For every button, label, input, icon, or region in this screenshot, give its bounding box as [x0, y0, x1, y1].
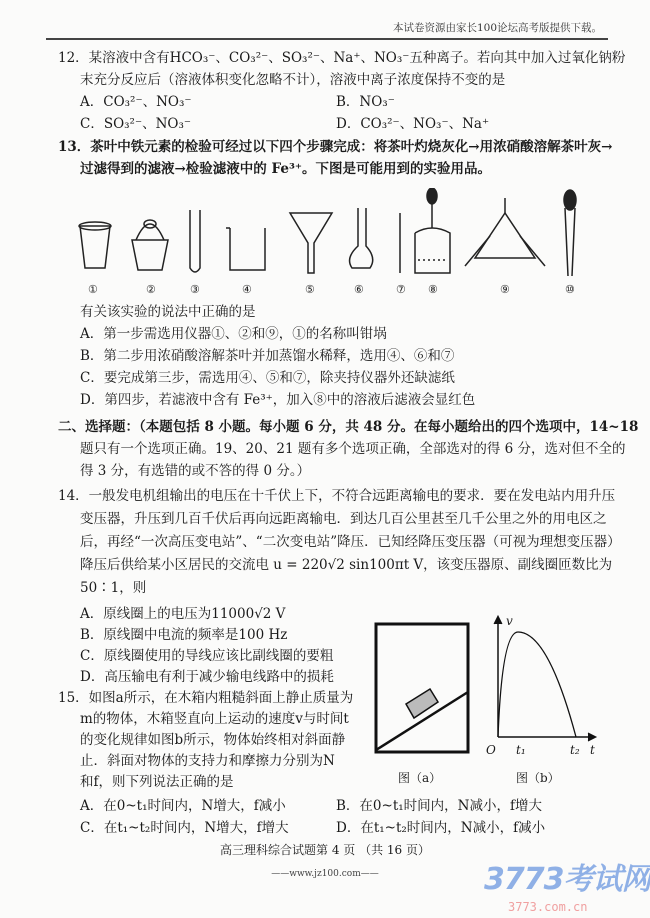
clay-triangle-crucible-icon: [132, 220, 168, 270]
q13-stem: 有关该实验的说法中正确的是: [80, 304, 256, 320]
q12-option-a: A．CO₃²⁻、NO₃⁻: [80, 94, 192, 110]
funnel-icon: [290, 213, 332, 273]
t2-label: t₂: [570, 743, 580, 757]
section2-line2: 题只有一个选项正确。19、20、21 题有多个选项正确，全部选对的得 6 分，选对但不全的: [80, 441, 626, 457]
label-1: ①: [88, 283, 98, 296]
q14-line5: 50∶1，则: [80, 580, 147, 596]
label-3: ③: [190, 283, 200, 296]
beaker-icon: [226, 228, 265, 270]
header-rule: [46, 38, 608, 40]
page-footer: 高三理科综合试题第 4 页 （共 16 页）: [220, 843, 430, 857]
q15-line5: 和f，则下列说法正确的是: [80, 774, 234, 790]
volumetric-flask-icon: [350, 208, 373, 268]
q12-line1: 12．某溶液中含有HCO₃⁻、CO₃²⁻、SO₃²⁻、Na⁺、NO₃⁻五种离子。若向其中加入过氧化钠粉: [58, 50, 626, 66]
header-note: 本试卷资源由家长100论坛高考版提供下载。: [392, 22, 602, 34]
t1-label: t₁: [516, 743, 526, 757]
section2-line3: 得 3 分，有选错的或不答的得 0 分。）: [80, 463, 311, 479]
label-10: ⑩: [565, 283, 575, 296]
q14-option-a: A．原线圈上的电压为11000√2 V: [80, 606, 286, 622]
q13-option-d: D．第四步，若滤液中含有 Fe³⁺，加入⑧中的溶液后滤液会显红色: [80, 392, 476, 408]
label-5: ⑤: [305, 283, 315, 296]
dropper-bottle-icon: [415, 188, 450, 273]
label-9: ⑨: [500, 283, 510, 296]
q12-option-b: B．NO₃⁻: [336, 94, 395, 110]
label-7: ⑦: [396, 283, 406, 296]
clay-triangle-icon: [465, 198, 545, 266]
axis-v-label: v: [506, 614, 513, 628]
watermark-url: 3773.com.cn: [508, 900, 588, 914]
watermark-logo: 3773考试网: [484, 862, 650, 897]
section2-line1: 二、选择题：（本题包括 8 小题。每小题 6 分，共 48 分。在每小题给出的四个选项中，14~18: [58, 419, 639, 435]
q15-option-c: C．在t₁~t₂时间内，N增大，f增大: [80, 820, 289, 836]
q15-line4: 止．斜面对物体的支持力和摩擦力分别为N: [80, 753, 335, 769]
q14-option-c: C．原线圈使用的导线应该比副线圈的要粗: [80, 648, 334, 664]
q14-option-b: B．原线圈中电流的频率是100 Hz: [80, 627, 288, 643]
origin-label: O: [486, 743, 496, 757]
label-6: ⑥: [354, 283, 364, 296]
figure-a-box-incline: [372, 620, 472, 755]
label-8: ⑧: [428, 283, 438, 296]
crucible-icon: [79, 222, 111, 268]
axis-t-label: t: [590, 743, 595, 757]
q15-option-d: D．在t₁~t₂时间内，N减小，f减小: [336, 820, 546, 836]
label-2: ②: [146, 283, 156, 296]
crucible-tongs-icon: [564, 190, 576, 276]
q13-line2: 过滤得到的滤液→检验滤液中的 Fe³⁺。下图是可能用到的实验用品。: [80, 161, 491, 177]
figure-a-caption: 图（a）: [398, 771, 442, 785]
figure-b-caption: 图（b）: [516, 771, 560, 785]
q15-option-b: B．在0~t₁时间内，N减小，f增大: [336, 798, 542, 814]
q15-option-a: A．在0~t₁时间内，N增大，f减小: [80, 798, 286, 814]
q14-line1: 14．一般发电机组输出的电压在十千伏上下，不符合远距离输电的要求．要在发电站内用升压: [58, 488, 616, 504]
apparatus-illustration: [70, 188, 610, 283]
q13-option-c: C．要完成第三步，需选用④、⑤和⑦，除夹持仪器外还缺滤纸: [80, 370, 455, 386]
q15-line2: m的物体，木箱竖直向上运动的速度v与时间t: [80, 711, 349, 727]
test-tube-icon: [190, 210, 200, 272]
q13-option-b: B．第二步用浓硝酸溶解茶叶并加蒸馏水稀释，选用④、⑥和⑦: [80, 348, 455, 364]
q14-line4: 降压后供给某小区居民的交流电 u = 220√2 sin100πt V，该变压器原、副线圈匝数比为: [80, 557, 613, 573]
q12-line2: 末充分反应后（溶液体积变化忽略不计），溶液中离子浓度保持不变的是: [80, 72, 506, 88]
q15-line1: 15．如图a所示，在木箱内粗糙斜面上静止质量为: [58, 690, 354, 706]
q12-option-c: C．SO₃²⁻、NO₃⁻: [80, 116, 192, 132]
q13-line1: 13．茶叶中铁元素的检验可经过以下四个步骤完成：将茶叶灼烧灰化→用浓硝酸溶解茶叶灰→: [58, 139, 613, 155]
q14-line3: 后，再经“一次高压变电站”、“二次变电站”降压．已知经降压变压器（可视为理想变压器）: [80, 534, 621, 550]
figure-b-vt-graph: [480, 612, 600, 752]
q12-option-d: D．CO₃²⁻、NO₃⁻、Na⁺: [336, 116, 490, 132]
q13-option-a: A．第一步需选用仪器①、②和⑨，①的名称叫钳埚: [80, 326, 387, 342]
q14-option-d: D．高压输电有利于减少输电线路中的损耗: [80, 669, 334, 685]
q15-line3: 的变化规律如图b所示，物体始终相对斜面静: [80, 732, 346, 748]
website-footer: ——www.jz100.com——: [271, 869, 379, 879]
label-4: ④: [242, 283, 252, 296]
q14-line2: 变压器，升压到几百千伏后再向远距离输电．到达几百公里甚至几千公里之外的用电区之: [80, 511, 607, 527]
